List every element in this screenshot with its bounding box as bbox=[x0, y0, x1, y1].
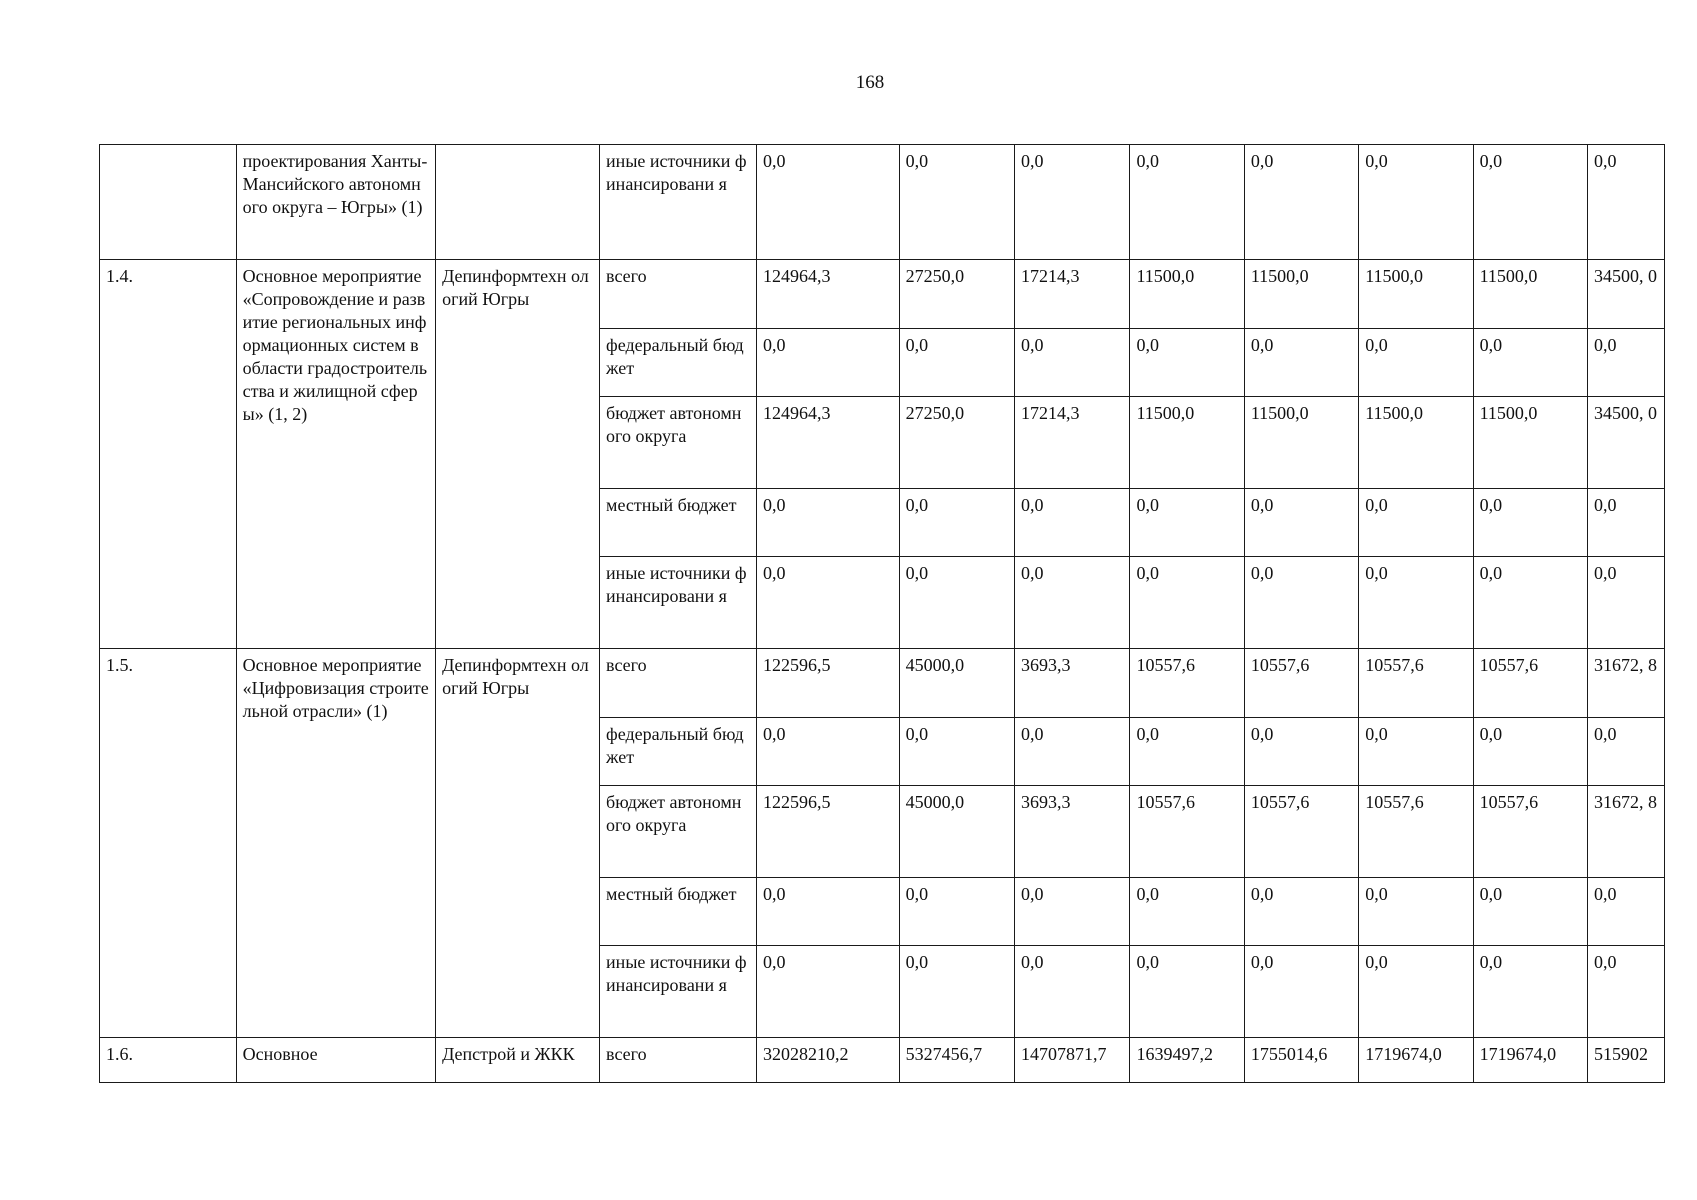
amount-cell: 31672, 8 bbox=[1587, 786, 1664, 878]
amount-cell: 0,0 bbox=[1244, 946, 1358, 1038]
activity-number-cell: 1.5. bbox=[100, 649, 237, 1038]
amount-cell: 1755014,6 bbox=[1244, 1038, 1358, 1083]
amount-cell: 27250,0 bbox=[899, 260, 1014, 329]
amount-cell: 0,0 bbox=[1015, 718, 1130, 786]
amount-cell: 14707871,7 bbox=[1015, 1038, 1130, 1083]
amount-cell: 10557,6 bbox=[1130, 786, 1244, 878]
amount-cell: 0,0 bbox=[1015, 946, 1130, 1038]
funding-source-cell: иные источники финансировани я bbox=[600, 145, 757, 260]
amount-cell: 0,0 bbox=[1587, 878, 1664, 946]
amount-cell: 3693,3 bbox=[1015, 649, 1130, 718]
amount-cell: 124964,3 bbox=[756, 260, 899, 329]
activity-number-cell: 1.6. bbox=[100, 1038, 237, 1083]
activity-name-cell: Основное мероприятие «Цифровизация строительной отрасли» (1) bbox=[236, 649, 435, 1038]
amount-cell: 0,0 bbox=[899, 557, 1014, 649]
activity-name-cell: Основное мероприятие «Сопровождение и развитие региональных информационных систем в области градостроительства и жилищной сферы» (1, 2) bbox=[236, 260, 435, 649]
amount-cell: 0,0 bbox=[1130, 878, 1244, 946]
amount-cell: 0,0 bbox=[1473, 557, 1587, 649]
amount-cell: 0,0 bbox=[756, 145, 899, 260]
amount-cell: 45000,0 bbox=[899, 786, 1014, 878]
amount-cell: 3693,3 bbox=[1015, 786, 1130, 878]
amount-cell: 0,0 bbox=[1587, 145, 1664, 260]
amount-cell: 515902 bbox=[1587, 1038, 1664, 1083]
amount-cell: 0,0 bbox=[1359, 718, 1473, 786]
amount-cell: 0,0 bbox=[1130, 946, 1244, 1038]
amount-cell: 0,0 bbox=[1473, 878, 1587, 946]
amount-cell: 0,0 bbox=[1473, 145, 1587, 260]
amount-cell: 10557,6 bbox=[1359, 786, 1473, 878]
amount-cell: 0,0 bbox=[1587, 946, 1664, 1038]
amount-cell: 1719674,0 bbox=[1359, 1038, 1473, 1083]
amount-cell: 11500,0 bbox=[1473, 260, 1587, 329]
amount-cell: 0,0 bbox=[1587, 557, 1664, 649]
amount-cell: 0,0 bbox=[1359, 878, 1473, 946]
amount-cell: 0,0 bbox=[1587, 329, 1664, 397]
amount-cell: 11500,0 bbox=[1130, 397, 1244, 489]
table-row bbox=[100, 1038, 1665, 1083]
funding-source-cell: всего bbox=[600, 649, 757, 718]
amount-cell: 0,0 bbox=[1130, 489, 1244, 557]
funding-source-cell: местный бюджет bbox=[600, 878, 757, 946]
amount-cell: 0,0 bbox=[1130, 718, 1244, 786]
amount-cell: 10557,6 bbox=[1130, 649, 1244, 718]
amount-cell: 0,0 bbox=[1244, 718, 1358, 786]
amount-cell: 17214,3 bbox=[1015, 397, 1130, 489]
amount-cell: 0,0 bbox=[756, 878, 899, 946]
amount-cell: 0,0 bbox=[1015, 489, 1130, 557]
amount-cell: 0,0 bbox=[899, 489, 1014, 557]
budget-table bbox=[99, 144, 1665, 1083]
amount-cell: 34500, 0 bbox=[1587, 260, 1664, 329]
funding-source-cell: всего bbox=[600, 260, 757, 329]
amount-cell: 27250,0 bbox=[899, 397, 1014, 489]
amount-cell: 0,0 bbox=[1244, 557, 1358, 649]
amount-cell: 0,0 bbox=[756, 946, 899, 1038]
amount-cell: 0,0 bbox=[756, 329, 899, 397]
amount-cell: 11500,0 bbox=[1473, 397, 1587, 489]
amount-cell: 0,0 bbox=[1587, 489, 1664, 557]
amount-cell: 10557,6 bbox=[1244, 786, 1358, 878]
activity-name-cell: Основное bbox=[236, 1038, 435, 1083]
amount-cell: 0,0 bbox=[1244, 145, 1358, 260]
amount-cell: 0,0 bbox=[1130, 145, 1244, 260]
amount-cell: 10557,6 bbox=[1473, 649, 1587, 718]
amount-cell: 1639497,2 bbox=[1130, 1038, 1244, 1083]
amount-cell: 0,0 bbox=[1359, 489, 1473, 557]
amount-cell: 0,0 bbox=[899, 946, 1014, 1038]
amount-cell: 0,0 bbox=[1473, 718, 1587, 786]
executor-cell: Депстрой и ЖКК bbox=[436, 1038, 600, 1083]
amount-cell: 0,0 bbox=[1130, 329, 1244, 397]
amount-cell: 0,0 bbox=[1015, 557, 1130, 649]
amount-cell: 122596,5 bbox=[756, 786, 899, 878]
amount-cell: 0,0 bbox=[899, 329, 1014, 397]
amount-cell: 34500, 0 bbox=[1587, 397, 1664, 489]
amount-cell: 0,0 bbox=[756, 489, 899, 557]
table-row bbox=[100, 649, 1665, 718]
amount-cell: 0,0 bbox=[1359, 557, 1473, 649]
amount-cell: 0,0 bbox=[1359, 329, 1473, 397]
amount-cell: 0,0 bbox=[1359, 946, 1473, 1038]
activity-number-cell bbox=[100, 145, 237, 260]
table-row bbox=[100, 260, 1665, 329]
executor-cell: Депинформтехн ологий Югры bbox=[436, 649, 600, 1038]
funding-source-cell: иные источники финансировани я bbox=[600, 946, 757, 1038]
amount-cell: 0,0 bbox=[1015, 329, 1130, 397]
amount-cell: 32028210,2 bbox=[756, 1038, 899, 1083]
amount-cell: 0,0 bbox=[756, 557, 899, 649]
executor-cell: Депинформтехн ологий Югры bbox=[436, 260, 600, 649]
amount-cell: 0,0 bbox=[1244, 878, 1358, 946]
activity-name-cell: проектирования Ханты-Мансийского автономного округа – Югры» (1) bbox=[236, 145, 435, 260]
amount-cell: 0,0 bbox=[899, 878, 1014, 946]
funding-source-cell: федеральный бюджет bbox=[600, 329, 757, 397]
amount-cell: 0,0 bbox=[1359, 145, 1473, 260]
amount-cell: 0,0 bbox=[1587, 718, 1664, 786]
amount-cell: 0,0 bbox=[1015, 145, 1130, 260]
amount-cell: 0,0 bbox=[899, 718, 1014, 786]
funding-source-cell: всего bbox=[600, 1038, 757, 1083]
table-body bbox=[100, 145, 1665, 1083]
amount-cell: 17214,3 bbox=[1015, 260, 1130, 329]
amount-cell: 0,0 bbox=[756, 718, 899, 786]
amount-cell: 0,0 bbox=[1244, 489, 1358, 557]
funding-source-cell: иные источники финансировани я bbox=[600, 557, 757, 649]
amount-cell: 5327456,7 bbox=[899, 1038, 1014, 1083]
amount-cell: 31672, 8 bbox=[1587, 649, 1664, 718]
amount-cell: 0,0 bbox=[1130, 557, 1244, 649]
amount-cell: 0,0 bbox=[1015, 878, 1130, 946]
page-number: 168 bbox=[855, 72, 885, 93]
amount-cell: 11500,0 bbox=[1244, 260, 1358, 329]
funding-source-cell: бюджет автономного округа bbox=[600, 397, 757, 489]
amount-cell: 11500,0 bbox=[1130, 260, 1244, 329]
amount-cell: 11500,0 bbox=[1359, 397, 1473, 489]
funding-source-cell: местный бюджет bbox=[600, 489, 757, 557]
amount-cell: 0,0 bbox=[1473, 489, 1587, 557]
executor-cell bbox=[436, 145, 600, 260]
amount-cell: 10557,6 bbox=[1473, 786, 1587, 878]
table-row bbox=[100, 145, 1665, 260]
amount-cell: 0,0 bbox=[1244, 329, 1358, 397]
funding-source-cell: федеральный бюджет bbox=[600, 718, 757, 786]
amount-cell: 0,0 bbox=[899, 145, 1014, 260]
funding-source-cell: бюджет автономного округа bbox=[600, 786, 757, 878]
amount-cell: 10557,6 bbox=[1244, 649, 1358, 718]
amount-cell: 1719674,0 bbox=[1473, 1038, 1587, 1083]
amount-cell: 10557,6 bbox=[1359, 649, 1473, 718]
amount-cell: 0,0 bbox=[1473, 329, 1587, 397]
amount-cell: 11500,0 bbox=[1244, 397, 1358, 489]
amount-cell: 45000,0 bbox=[899, 649, 1014, 718]
amount-cell: 122596,5 bbox=[756, 649, 899, 718]
amount-cell: 0,0 bbox=[1473, 946, 1587, 1038]
amount-cell: 124964,3 bbox=[756, 397, 899, 489]
amount-cell: 11500,0 bbox=[1359, 260, 1473, 329]
activity-number-cell: 1.4. bbox=[100, 260, 237, 649]
